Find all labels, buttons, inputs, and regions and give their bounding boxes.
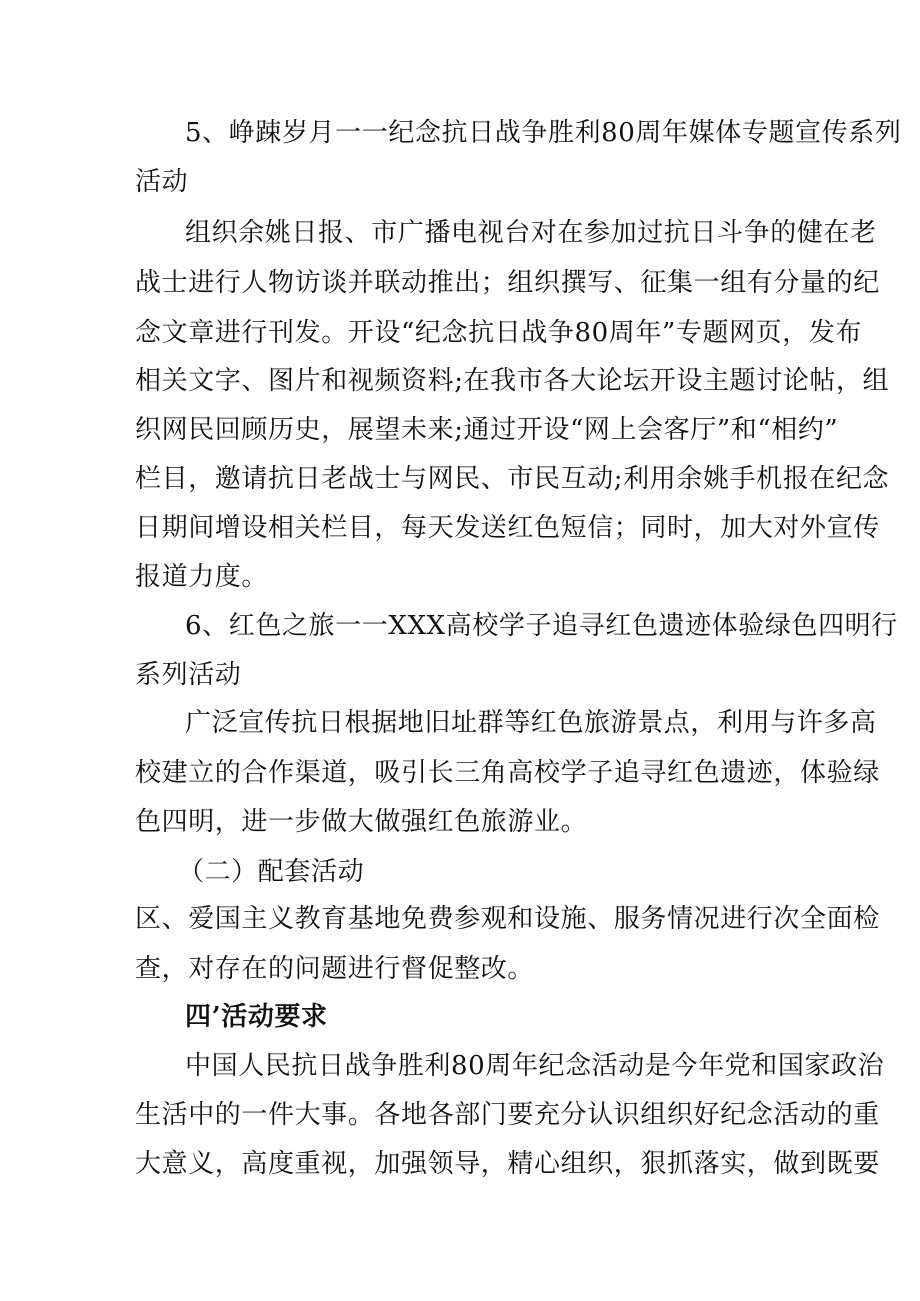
subsection-heading: （二）配套活动 [178, 857, 365, 887]
section-5-paragraph-line-3: 念文章进行刊发。开设“纪念抗日战争80周年”专题网页，发布 [135, 318, 863, 348]
requirements-paragraph-line-1: 中国人民抗日战争胜利80周年纪念活动是今年党和国家政治 [185, 1051, 885, 1081]
requirements-paragraph-line-3: 大意义，高度重视，加强领导，精心组织，狠抓落实，做到既要 [135, 1149, 880, 1179]
section-5-paragraph-line-1: 组织余姚日报、市广播电视台对在参加过抗日斗争的健在老 [185, 218, 877, 248]
section-6-paragraph-line-3: 色四明，进一步做大做强红色旅游业。 [135, 807, 588, 837]
section-5-paragraph-line-6: 栏目，邀请抗日老战士与网民、市民互动;利用余姚手机报在纪念 [135, 464, 890, 494]
section-6-title-line-2: 系列活动 [135, 660, 242, 690]
section-5-paragraph-line-2: 战士进行人物访谈并联动推出；组织撰写、征集一组有分量的纪 [135, 268, 880, 298]
section-6-paragraph-line-2: 校建立的合作渠道，吸引长三角高校学子追寻红色遗迹，体验绿 [135, 758, 880, 788]
section-5-paragraph-line-4: 相关文字、图片和视频资料;在我市各大论坛开设主题讨论帖，组 [135, 366, 890, 396]
section-4-heading: 四’活动要求 [185, 1002, 328, 1032]
section-5-title-line-1: 5、峥踈岁月一一纪念抗日战争胜利80周年媒体专题宣传系列 [185, 118, 902, 148]
section-5-paragraph-line-7: 日期间增设相关栏目，每天发送红色短信；同时，加大对外宣传 [135, 513, 880, 543]
section-5-paragraph-line-8: 报道力度。 [135, 562, 269, 592]
supporting-paragraph-line-2: 查，对存在的问题进行督促整改。 [135, 954, 535, 984]
requirements-paragraph-line-2: 生活中的一件大事。各地各部门要充分认识组织好纪念活动的重 [135, 1100, 880, 1130]
section-5-paragraph-line-5: 织网民回顾历史，展望未来;通过开设“网上会客厅”和“相约” [135, 415, 839, 445]
section-5-title-line-2: 活动 [135, 167, 189, 197]
section-6-title-line-1: 6、红色之旅一一XXX高校学子追寻红色遗迹体验绿色四明行 [185, 611, 898, 641]
section-6-paragraph-line-1: 广泛宣传抗日根据地旧址群等红色旅游景点，利用与许多高 [185, 708, 877, 738]
supporting-paragraph-line-1: 区、爱国主义教育基地免费参观和设施、服务情况进行次全面检 [135, 904, 880, 934]
